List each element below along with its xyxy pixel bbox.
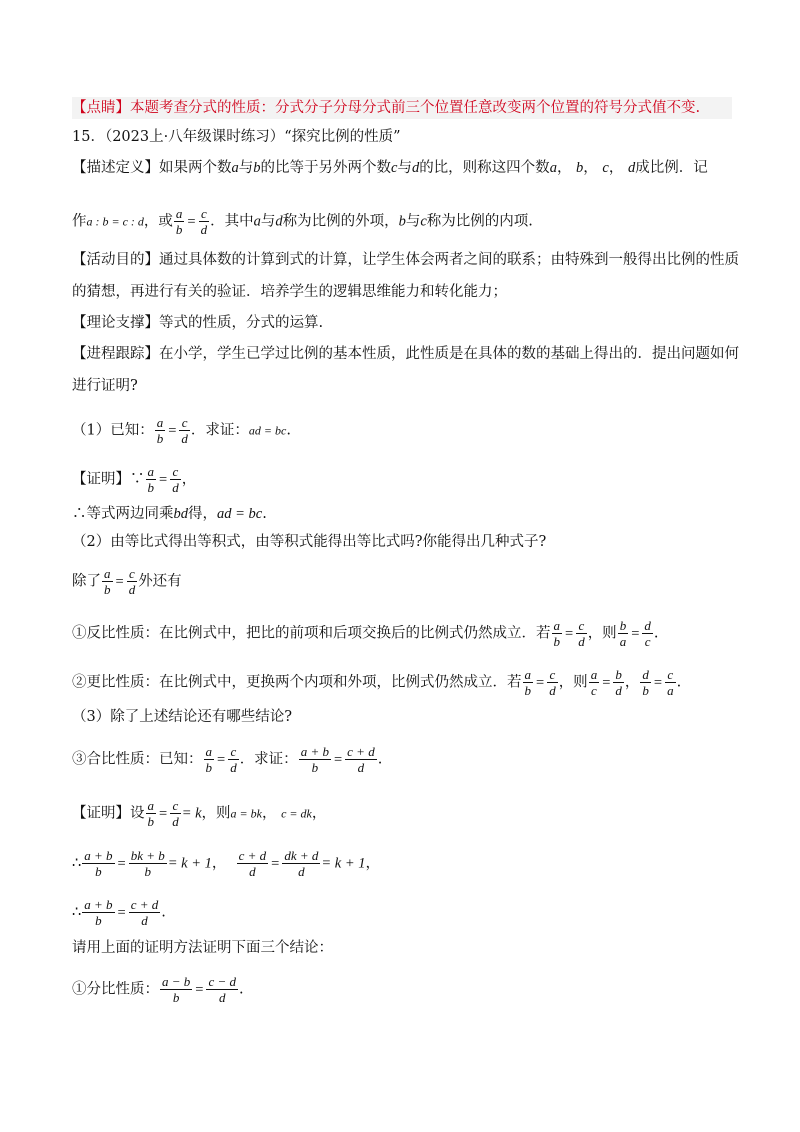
- question-15-title: 15．（2023上·八年级课时练习）“探究比例的性质”: [72, 129, 401, 145]
- goal-line-2: 的猜想，再进行有关的验证．培养学生的逻辑思维能力和转化能力；: [72, 284, 507, 300]
- trace-line-2: 进行证明?: [72, 378, 138, 394]
- part-2-statement: （2）由等比式得出等积式，由等积式能得出等比式吗?你能得出几种式子?: [72, 534, 547, 550]
- besides-line: 除了 $\frac{a}{b}$ = $\frac{c}{d}$ 外还有: [72, 566, 182, 597]
- definition-line-2: 作a : b = c : d，或 $\frac{a}{b}$ = $\frac{c}{d}$ ．其中a与d称为比例的外项，b与c称为比例的内项.: [72, 206, 533, 237]
- dividendo-property: ①分比性质： $\frac{a - b}{b}$ = $\frac{c - d}{d}$ .: [72, 974, 244, 1005]
- prove-prompt: 请用上面的证明方法证明下面三个结论：: [72, 940, 333, 956]
- key-point-note: 【点睛】本题考查分式的性质：分式分子分母分式前三个位置任意改变两个位置的符号分式值不变.: [72, 97, 732, 119]
- goal-line-1: 【活动目的】通过具体数的计算到式的计算，让学生体会两者之间的联系；由特殊到一般得出比例的性质: [72, 252, 739, 268]
- trace-line-1: 【进程跟踪】在小学，学生已学过比例的基本性质，此性质是在具体的数的基础上得出的．提出问题如何: [72, 346, 739, 362]
- proof-3-line-3: ∴ $\frac{a + b}{b}$ = $\frac{c + d}{d}$ .: [72, 897, 166, 928]
- componendo-property: ③合比性质：已知： $\frac{a}{b}$ = $\frac{c}{d}$ ．求证： $\frac{a + b}{b}$ = $\frac{c + d}{d}$ .: [72, 744, 383, 775]
- inverse-property: ①反比性质：在比例式中，把比的前项和后项交换后的比例式仍然成立．若 $\frac{a}{b}$ = $\frac{c}{d}$ ，则 $\frac{b}{a}$ = $\frac{d}{c}$ .: [72, 618, 659, 649]
- proof-1-line-2: ∴等式两边同乘bd得，ad = bc.: [72, 506, 267, 522]
- definition-line-1: 【描述定义】如果两个数a与b的比等于另外两个数c与d的比，则称这四个数a， b， c， d成比例．记: [72, 160, 708, 176]
- alternate-property: ②更比性质：在比例式中，更换两个内项和外项，比例式仍然成立．若 $\frac{a}{b}$ = $\frac{c}{d}$ ，则 $\frac{a}{c}$ = $\frac{b}{d}$ ， $\frac{d}{b}$ = $\frac{c}{a}$ .: [72, 667, 682, 698]
- part-1-statement: （1）已知： $\frac{a}{b}$ = $\frac{c}{d}$ ．求证：ad = bc.: [72, 415, 291, 446]
- theory-support: 【理论支撑】等式的性质，分式的运算.: [72, 315, 324, 331]
- proof-3-line-2: ∴ $\frac{a + b}{b}$ = $\frac{bk + b}{b}$ = k + 1， $\frac{c + d}{d}$ = $\frac{dk + d}{d}$ = k + 1，: [72, 848, 381, 879]
- proof-1-line-1: 【证明】∵ $\frac{a}{b}$ = $\frac{c}{d}$ ，: [72, 464, 197, 495]
- proof-3-line-1: 【证明】设 $\frac{a}{b}$ = $\frac{c}{d}$ = k，则a = bk， c = dk，: [72, 798, 327, 829]
- part-3-statement: （3）除了上述结论还有哪些结论?: [72, 709, 292, 725]
